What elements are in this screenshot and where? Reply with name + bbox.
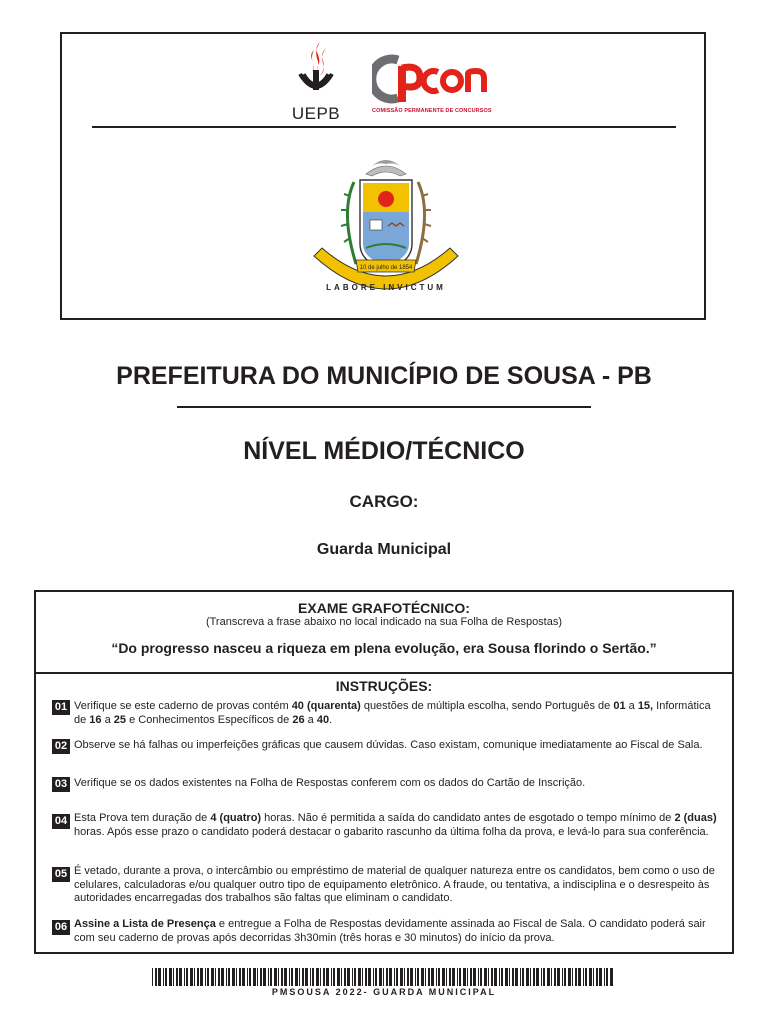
barcode-bar	[610, 968, 613, 986]
instruction-number: 02	[52, 739, 70, 754]
crest-date-text: 10 de julho de 1854	[359, 265, 413, 271]
barcode	[152, 968, 616, 986]
barcode-bar	[499, 968, 500, 986]
barcode-bar	[457, 968, 458, 986]
barcode-bar	[575, 968, 577, 986]
barcode-bar	[263, 968, 266, 986]
barcode-bar	[446, 968, 447, 986]
instructions-title: INSTRUÇÕES:	[335, 678, 433, 694]
barcode-bar	[478, 968, 479, 986]
instruction-text: É vetado, durante a prova, o intercâmbio ou empréstimo de material de qualquer natureza entre os candidatos, bem como o uso de celulares, calculadoras e/ou qualquer outro tipo de equipamento eletrônico. A fraude, ou tentativa, a indisciplina e o desrespeito às autoridades encarregadas dos trabalhos são faltas que eliminam o candidato.	[74, 865, 715, 904]
barcode-bar	[389, 968, 392, 986]
uepb-flame-icon	[280, 40, 352, 104]
barcode-bar	[386, 968, 388, 986]
barcode-bar	[533, 968, 535, 986]
barcode-bar	[522, 968, 524, 986]
barcode-bar	[211, 968, 214, 986]
barcode-bar	[501, 968, 503, 986]
barcode-bar	[337, 968, 340, 986]
header-logo-box	[60, 32, 706, 320]
barcode-bar	[568, 968, 571, 986]
barcode-bar	[169, 968, 172, 986]
cargo-label: CARGO:	[349, 492, 419, 511]
barcode-bar	[515, 968, 518, 986]
barcode-bar	[383, 968, 384, 986]
cpcon-logo-mark	[372, 52, 492, 106]
barcode-bar	[362, 968, 363, 986]
barcode-bar	[218, 968, 220, 986]
barcode-bar	[179, 968, 182, 986]
graphotechnic-subtitle: (Transcreva a frase abaixo no local indicado na sua Folha de Respostas)	[205, 616, 563, 628]
barcode-bar	[589, 968, 592, 986]
barcode-bar	[400, 968, 403, 986]
graphotechnic-section	[36, 592, 732, 674]
instruction-number: 01	[52, 700, 70, 715]
barcode-bar	[253, 968, 256, 986]
barcode-bar	[207, 968, 209, 986]
barcode-bar	[312, 968, 314, 986]
instruction-text: Observe se há falhas ou imperfeições gráficas que causem dúvidas. Caso existam, comunique imediatamente ao Fiscal de Sala.	[74, 739, 703, 751]
barcode-bar	[410, 968, 413, 986]
barcode-bar	[278, 968, 279, 986]
barcode-bar	[604, 968, 605, 986]
barcode-bar	[236, 968, 237, 986]
barcode-bar	[268, 968, 269, 986]
barcode-bar	[158, 968, 161, 986]
barcode-bar	[512, 968, 514, 986]
barcode-bar	[284, 968, 287, 986]
barcode-bar	[232, 968, 235, 986]
barcode-bar	[425, 968, 426, 986]
barcode-bar	[347, 968, 350, 986]
barcode-bar	[176, 968, 178, 986]
barcode-bar	[165, 968, 167, 986]
barcode-bar	[520, 968, 521, 986]
barcode-bar	[299, 968, 300, 986]
instruction-text: Verifique se este caderno de provas contém 40 (quarenta) questões de múltipla escolha, sendo Português de 01 a 15, Informática de 16 a 25 e Conhecimentos Específicos de 26 a 40.	[74, 700, 711, 726]
barcode-bar	[341, 968, 342, 986]
barcode-bar	[404, 968, 405, 986]
barcode-bar	[249, 968, 251, 986]
barcode-bar	[221, 968, 224, 986]
instruction-item-06	[52, 918, 718, 945]
barcode-bar	[442, 968, 445, 986]
barcode-bar	[470, 968, 472, 986]
barcode-bar	[316, 968, 319, 986]
barcode-bar	[155, 968, 157, 986]
barcode-bar	[428, 968, 430, 986]
barcode-bar	[186, 968, 188, 986]
barcode-bar	[190, 968, 193, 986]
barcode-bar	[436, 968, 437, 986]
barcode-bar	[417, 968, 419, 986]
barcode-bar	[344, 968, 346, 986]
graphotechnic-title: EXAME GRAFOTÉCNICO:	[298, 600, 470, 616]
barcode-bar	[557, 968, 560, 986]
barcode-bar	[509, 968, 510, 986]
barcode-bar	[326, 968, 329, 986]
barcode-bar	[543, 968, 545, 986]
uepb-logo-text: UEPB	[291, 104, 341, 123]
barcode-bar	[302, 968, 304, 986]
barcode-bar	[536, 968, 539, 986]
barcode-bar	[593, 968, 594, 986]
barcode-bar	[491, 968, 493, 986]
barcode-bar	[530, 968, 531, 986]
barcode-bar	[239, 968, 241, 986]
instruction-item-05	[52, 865, 718, 906]
barcode-bar	[564, 968, 566, 986]
barcode-bar	[415, 968, 416, 986]
barcode-bar	[583, 968, 584, 986]
barcode-bar	[484, 968, 487, 986]
barcode-bar	[289, 968, 290, 986]
barcode-bar	[396, 968, 398, 986]
barcode-bar	[488, 968, 489, 986]
barcode-bar	[320, 968, 321, 986]
cargo-value: Guarda Municipal	[316, 541, 452, 558]
barcode-bar	[562, 968, 563, 986]
barcode-bar	[184, 968, 185, 986]
barcode-bar	[365, 968, 367, 986]
instruction-text: Assine a Lista de Presença e entregue a Folha de Respostas devidamente assinada ao Fiscal de Sala. O candidato poderá sair com seu caderno de provas após decorridas 3h30min (três horas e 30 minutos) do início da prova.	[74, 918, 706, 944]
exam-instructions-box	[34, 590, 734, 954]
title-divider	[177, 406, 591, 408]
barcode-bar	[215, 968, 216, 986]
barcode-bar	[585, 968, 587, 986]
barcode-bar	[438, 968, 440, 986]
barcode-bar	[431, 968, 434, 986]
barcode-bar	[554, 968, 556, 986]
barcode-bar	[606, 968, 608, 986]
barcode-bar	[323, 968, 325, 986]
barcode-bar	[547, 968, 550, 986]
level-title: NÍVEL MÉDIO/TÉCNICO	[243, 437, 525, 465]
barcode-bar	[421, 968, 424, 986]
instruction-number: 05	[52, 867, 70, 882]
barcode-bar	[295, 968, 298, 986]
barcode-bar	[291, 968, 293, 986]
barcode-bar	[331, 968, 332, 986]
instruction-item-04	[52, 812, 718, 839]
barcode-bar	[354, 968, 356, 986]
instruction-item-02	[52, 739, 718, 753]
instruction-item-03	[52, 777, 718, 791]
logo-divider	[92, 126, 676, 128]
barcode-bar	[242, 968, 245, 986]
barcode-bar	[310, 968, 311, 986]
barcode-bar	[197, 968, 199, 986]
instruction-number: 03	[52, 777, 70, 792]
barcode-bar	[200, 968, 203, 986]
barcode-bar	[375, 968, 377, 986]
barcode-bar	[494, 968, 497, 986]
barcode-bar	[260, 968, 262, 986]
barcode-bar	[449, 968, 451, 986]
barcode-bar	[526, 968, 529, 986]
barcode-bar	[394, 968, 395, 986]
crest-motto-text: LABORE INVICTUM	[326, 283, 446, 292]
barcode-bar	[379, 968, 382, 986]
barcode-bar	[373, 968, 374, 986]
barcode-bar	[480, 968, 482, 986]
barcode-bar	[281, 968, 283, 986]
barcode-bar	[205, 968, 206, 986]
barcode-bar	[228, 968, 230, 986]
barcode-bar	[467, 968, 468, 986]
barcode-bar	[152, 968, 153, 986]
logo-row	[62, 40, 704, 126]
barcode-bar	[599, 968, 602, 986]
barcode-bar	[257, 968, 258, 986]
barcode-bar	[247, 968, 248, 986]
instruction-text: Esta Prova tem duração de 4 (quatro) horas. Não é permitida a saída do candidato antes de esgotado o tempo mínimo de 2 (duas) horas. Após esse prazo o candidato poderá destacar o gabarito rascunho da última folha da prova, e levá-lo para sua conferência.	[74, 812, 717, 838]
instruction-item-01	[52, 700, 718, 727]
barcode-bar	[305, 968, 308, 986]
barcode-text: PMSOUSA 2022- GUARDA MUNICIPAL	[271, 987, 497, 997]
barcode-bar	[333, 968, 335, 986]
cpcon-logo	[372, 52, 492, 116]
graphotechnic-phrase: “Do progresso nasceu a riqueza em plena evolução, era Sousa florindo o Sertão.”	[111, 640, 657, 656]
barcode-bar	[368, 968, 371, 986]
barcode-bar	[226, 968, 227, 986]
barcode-bar	[173, 968, 174, 986]
instruction-number: 06	[52, 920, 70, 935]
barcode-bar	[407, 968, 409, 986]
barcode-bar	[352, 968, 353, 986]
barcode-bar	[473, 968, 476, 986]
barcode-bar	[274, 968, 277, 986]
document-title: PREFEITURA DO MUNICÍPIO DE SOUSA - PB	[116, 362, 652, 390]
instruction-number: 04	[52, 814, 70, 829]
barcode-bar	[578, 968, 581, 986]
barcode-bar	[452, 968, 455, 986]
barcode-bar	[459, 968, 461, 986]
barcode-bar	[572, 968, 573, 986]
barcode-bar	[596, 968, 598, 986]
barcode-bar	[194, 968, 195, 986]
uepb-logo	[280, 40, 352, 126]
barcode-bar	[270, 968, 272, 986]
barcode-bar	[551, 968, 552, 986]
barcode-bar	[505, 968, 508, 986]
barcode-bar	[163, 968, 164, 986]
barcode-bar	[463, 968, 466, 986]
barcode-bar	[541, 968, 542, 986]
municipal-crest-emblem	[310, 152, 462, 302]
barcode-bar	[358, 968, 361, 986]
cpcon-subtitle: COMISSÃO PERMANENTE DE CONCURSOS	[372, 108, 492, 114]
instruction-text: Verifique se os dados existentes na Folha de Respostas conferem com os dados do Cartão de Inscrição.	[74, 777, 586, 789]
